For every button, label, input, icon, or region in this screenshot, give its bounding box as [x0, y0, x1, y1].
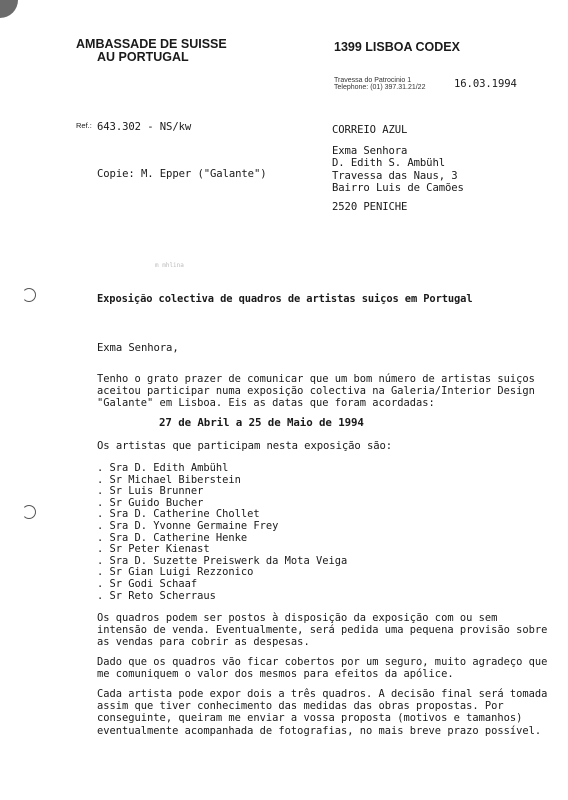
embassy-telephone: Telephone: (01) 397.31.21/22 [334, 84, 426, 91]
subject-line: Exposição colectiva de quadros de artistas suiços em Portugal [97, 293, 473, 305]
punch-hole-bottom [22, 505, 36, 519]
embassy-address: Travessa do Patrocinio 1 [334, 77, 412, 84]
embassy-name: AMBASSADE DE SUISSE [76, 37, 227, 51]
list-item: . Sr Peter Kienast [97, 543, 210, 556]
paragraph-insurance: Dado que os quadros vão ficar cobertos por um seguro, muito agradeço que me comuniquem o valor dos mesmos para efeitos da apólice. [97, 656, 548, 681]
paragraph-sale: Os quadros podem ser postos à disposição da exposição com ou sem intensão de venda. Eventualmente, será pedida uma pequena provisão sobre as vendas para cobrir as despesas. [97, 612, 548, 649]
list-item: . Sr Gian Luigi Rezzonico [97, 566, 254, 579]
list-item: . Sra D. Catherine Henke [97, 531, 248, 544]
list-item: . Sr Luis Brunner [97, 485, 204, 498]
letter-date: 16.03.1994 [454, 78, 517, 90]
list-item: . Sra D. Catherine Chollet [97, 508, 260, 521]
faint-mark: m mhlina [155, 262, 184, 269]
paragraph-selection: Cada artista pode expor dois a três quadros. A decisão final será tomada assim que tiver conhecimento das medidas das obras propostas. Por conseguinte, queiram me enviar a vossa proposta (motivos e tamanhos) eventualmente acompanhada de fotografias, no mais breve prazo possível. [97, 688, 548, 737]
list-item: . Sr Reto Scherraus [97, 589, 216, 602]
recipient-line: Travessa das Naus, 3 [332, 169, 458, 182]
list-item: . Sra D. Suzette Preiswerk da Mota Veiga [97, 554, 348, 567]
recipient-line: Exma Senhora [332, 145, 408, 157]
list-item: . Sr Godi Schaaf [97, 577, 198, 590]
salutation: Exma Senhora, [97, 342, 179, 354]
city-code: 1399 LISBOA CODEX [334, 40, 460, 54]
list-item: . Sr Michael Biberstein [97, 473, 241, 486]
list-item: . Sr Guido Bucher [97, 496, 204, 509]
embassy-country: AU PORTUGAL [97, 50, 189, 64]
scan-corner-shadow [0, 0, 18, 18]
list-item: . Sra D. Edith Ambühl [97, 462, 229, 474]
paragraph-intro: Tenho o grato prazer de comunicar que um bom número de artistas suiços aceitou participar numa exposição colectiva na Galeria/Interior Design "Galante" em Lisboa. Eis as datas que foram acordadas: [97, 373, 535, 410]
list-item: . Sra D. Yvonne Germaine Frey [97, 519, 279, 532]
recipient-postal: 2520 PENICHE [332, 201, 408, 213]
artist-list [97, 463, 347, 602]
recipient-address [332, 145, 464, 195]
mail-type: CORREIO AZUL [332, 124, 408, 136]
recipient-line: D. Edith S. Ambühl [332, 157, 446, 170]
reference-label: Ref.: [76, 121, 92, 130]
copy-note: Copie: M. Epper ("Galante") [97, 168, 267, 180]
punch-hole-top [22, 288, 36, 302]
exhibition-dates: 27 de Abril a 25 de Maio de 1994 [159, 416, 364, 429]
paragraph-artists-intro: Os artistas que participam nesta exposição são: [97, 440, 393, 452]
recipient-line: Bairro Luis de Camões [332, 182, 464, 195]
reference-value: 643.302 - NS/kw [97, 121, 192, 133]
